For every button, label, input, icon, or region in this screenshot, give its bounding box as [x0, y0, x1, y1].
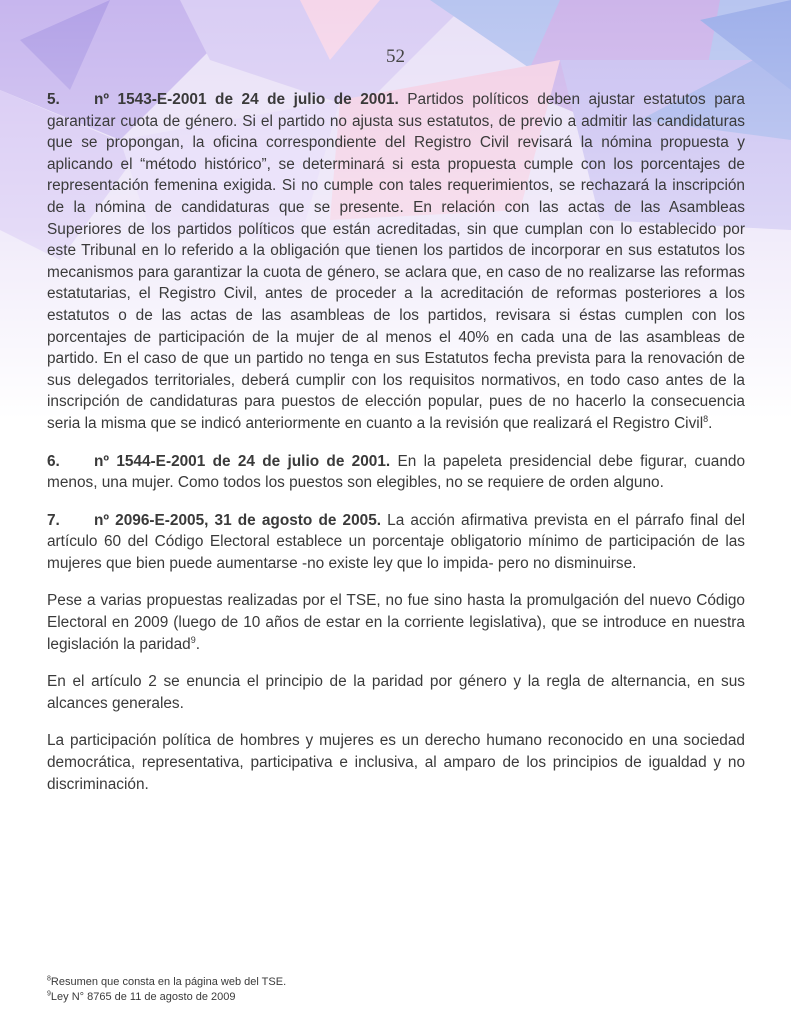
paragraph: La participación política de hombres y mujeres es un derecho humano reconocido en una sociedad democrática, representativa, participativa e inclusiva, al amparo de los principios de igualdad y no discriminación.: [47, 732, 745, 793]
item-text: La acción afirmativa prevista en el párrafo final del artículo 60 del Código Electoral establece un porcentaje obligatorio mínimo de participación de las mujeres que bien puede aumentarse -no existe ley que lo impida- pero no disminuirse.: [47, 511, 746, 572]
footnote-number: 8: [47, 975, 51, 983]
footnote-text: Resumen que consta en la página web del TSE.: [50, 976, 287, 988]
page-number: 52: [386, 46, 405, 67]
item-text: En la papeleta presidencial debe figurar, cuando menos, una mujer. Como todos los puestos son elegibles, no se requiere de orden alguno.: [47, 452, 746, 492]
list-item: [47, 89, 745, 435]
document-body: [47, 89, 745, 811]
item-number: 7.: [47, 511, 60, 529]
resolution-reference: nº 1544-E-2001 de 24 de julio de 2001.: [94, 452, 391, 470]
footnote-marker: 9: [190, 634, 196, 645]
resolution-reference: nº 2096-E-2005, 31 de agosto de 2005.: [94, 511, 382, 529]
paragraph: En el artículo 2 se enuncia el principio de la paridad por género y la regla de alternancia, en sus alcances generales.: [47, 673, 745, 712]
footnote: [47, 975, 745, 990]
footnote: [47, 990, 745, 1005]
list-item: [47, 451, 745, 494]
item-number: 6.: [47, 452, 60, 470]
list-item: [47, 510, 745, 575]
footnotes: [47, 975, 745, 1005]
footnote-number: 9: [47, 990, 51, 998]
footnote-marker: 8: [703, 413, 709, 424]
footnote-text: Ley N° 8765 de 11 de agosto de 2009: [50, 991, 236, 1003]
item-number: 5.: [47, 91, 60, 108]
paragraph-text-end: .: [195, 635, 201, 653]
resolution-reference: nº 1543-E-2001 de 24 de julio de 2001.: [94, 91, 399, 108]
item-text: Partidos políticos deben ajustar estatutos para garantizar cuota de género. Si el partido no ajusta sus estatutos, de previo a admitir las candidaturas que se propongan, la oficina correspondiente del Registro Civil revisará la nómina propuesta y aplicando el “método histórico”, se determinará si esta propuesta cumple con los porcentajes de representación femenina exigida. Si no cumple con tales requerimientos, se rechazará la inscripción de la nómina de candidaturas que se presente. En relación con las actas de las Asambleas Superiores de los partidos políticos que están acreditadas, sin que cumplan con lo establecido por este Tribunal en lo referido a la obligación que tienen los partidos de incorporar en sus estatutos los mecanismos para garantizar la cuota de género, se aclara que, en caso de no realizarse las reformas estatutarias, el Registro Civil, antes de proceder a la acreditación de reformas posteriores a los estatutos o de las actas de las asambleas de los partidos, revisara si éstas cumplen con los porcentajes de participación de la mujer de al menos el 40% en cada una de las asambleas de partido. En el caso de que un partido no tenga en sus Estatutos fecha prevista para la renovación de sus delegados territoriales, deberá cumplir con los requisitos normativos, en todo caso antes de la inscripción de candidaturas para puestos de elección popular, pues de no hacerlo la consecuencia seria la misma que se indicó anteriormente en cuanto a la revisión que realizará el Registro Civil: [47, 91, 745, 432]
paragraph: [47, 590, 745, 655]
item-text-end: .: [708, 414, 713, 432]
paragraph-text: Pese a varias propuestas realizadas por el TSE, no fue sino hasta la promulgación del nuevo Código Electoral en 2009 (luego de 10 años de estar en la corriente legislativa), que se introduce en nuestra legislación la paridad: [47, 592, 745, 653]
